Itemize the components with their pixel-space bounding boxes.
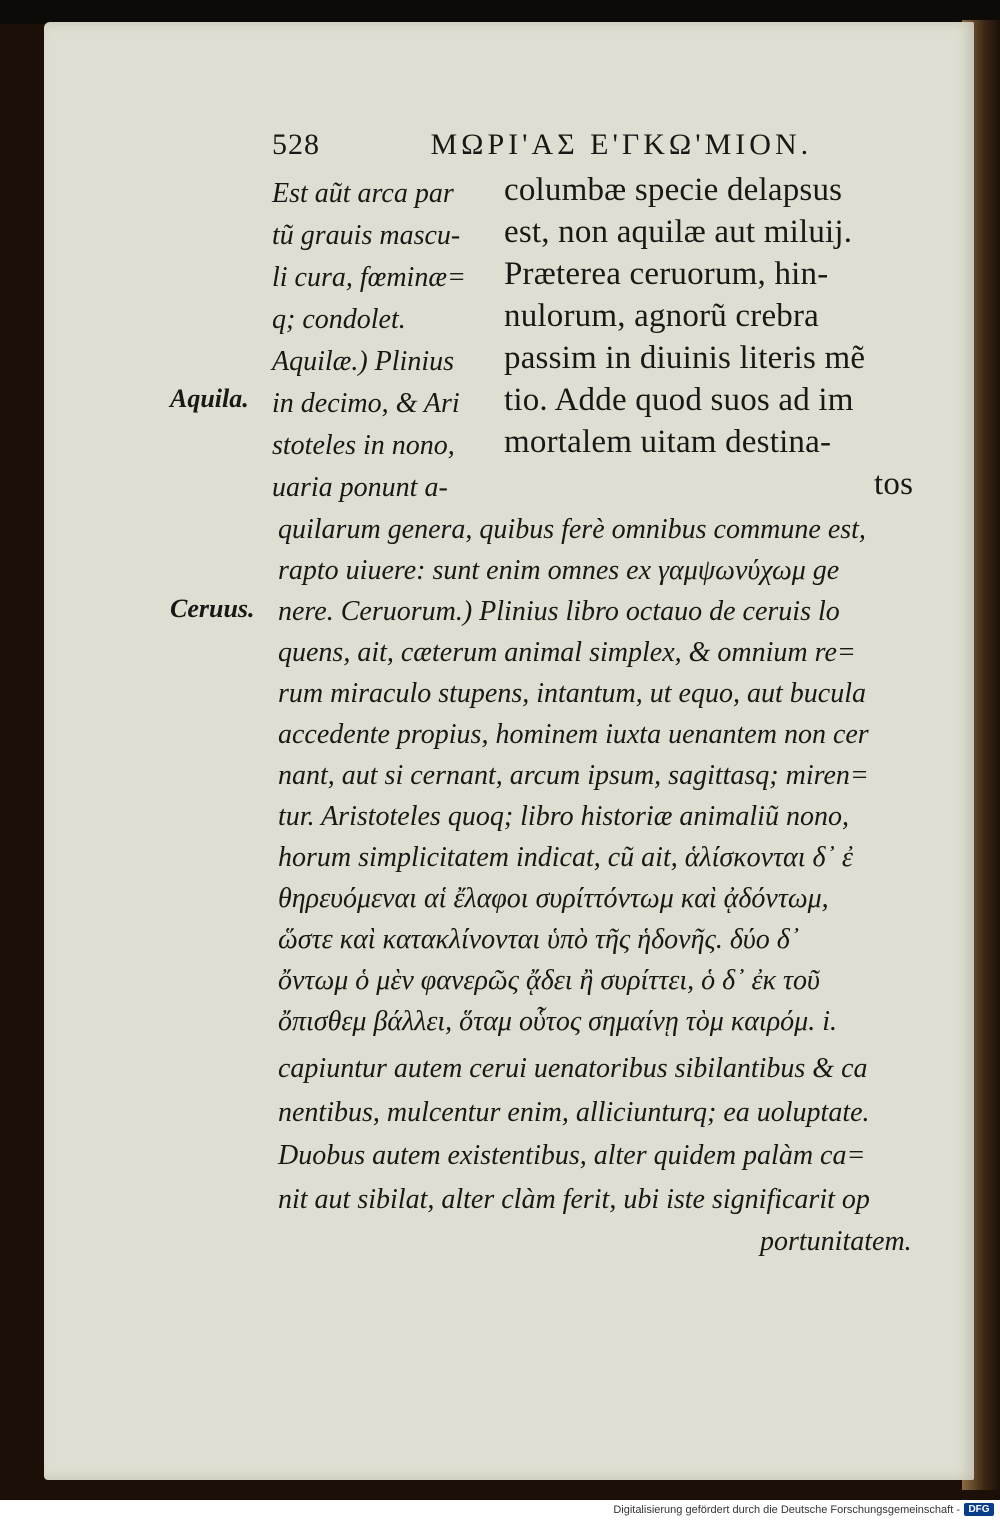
commentary-line-greek: θηρευόμεναι αἱ ἔλαφοι συρίττόντωμ καὶ ᾀδόντωμ, <box>278 883 829 914</box>
main-text-line: est, non aquilæ aut miluij. <box>504 214 853 250</box>
catchword: tos <box>874 466 914 502</box>
page-number: 528 <box>272 128 320 161</box>
dfg-logo: DFG <box>964 1503 994 1516</box>
digitization-footer <box>0 1500 1000 1520</box>
side-note-line: li cura, fœminæ= <box>272 262 466 293</box>
commentary-line-greek: ὥστε καὶ κατακλίνονται ὑπὸ τῆς ἡδονῆς. δύο δ᾽ <box>278 924 800 955</box>
commentary-line: capiuntur autem cerui uenatoribus sibilantibus & ca <box>278 1053 868 1084</box>
main-text-line: tio. Adde quod suos ad im <box>504 382 854 418</box>
side-note-line: Aquilæ.) Plinius <box>272 346 454 377</box>
final-catchword: portunitatem. <box>760 1226 912 1257</box>
side-note-line: uaria ponunt a- <box>272 472 448 503</box>
margin-keyword-ceruus: Ceruus. <box>170 594 255 623</box>
margin-keyword-aquila: Aquila. <box>170 384 249 413</box>
side-note-line: Est aũt arca par <box>272 178 454 209</box>
side-note-line: q; condolet. <box>272 304 406 335</box>
commentary-line: horum simplicitatem indicat, cũ ait, ἁλίσκονται δ᾽ ἐ <box>278 842 853 873</box>
main-text-line: columbæ specie delapsus <box>504 172 843 208</box>
commentary-line: nere. Ceruorum.) Plinius libro octauo de ceruis lo <box>278 596 840 627</box>
commentary-line: nant, aut si cernant, arcum ipsum, sagittasq; miren= <box>278 760 869 791</box>
commentary-line: tur. Aristoteles quoq; libro historiæ animaliũ nono, <box>278 801 849 832</box>
main-text-line: mortalem uitam destina- <box>504 424 832 460</box>
running-title: ΜΩΡΙ'ΑΣ Ε'ΓΚΩ'ΜΙΟΝ. <box>430 128 813 161</box>
commentary-line: quilarum genera, quibus ferè omnibus commune est, <box>278 514 866 545</box>
commentary-line-greek: ὄντωμ ὁ μὲν φανερῶς ᾄδει ἢ συρίττει, ὁ δ᾽ ἐκ τοῦ <box>278 965 820 996</box>
commentary-line: accedente propius, hominem iuxta uenantem non cer <box>278 719 869 750</box>
footer-credit: Digitalisierung gefördert durch die Deutsche Forschungsgemeinschaft - <box>613 1504 960 1516</box>
commentary-line-greek: ὄπισθεμ βάλλει, ὅταμ οὗτος σημαίνῃ τὸμ καιρόμ. i. <box>278 1006 837 1037</box>
scan-top-edge <box>0 0 1000 24</box>
main-text-line: Præterea ceruorum, hin- <box>504 256 829 292</box>
side-note-line: tũ grauis mascu- <box>272 220 461 251</box>
commentary-line: rum miraculo stupens, intantum, ut equo, aut bucula <box>278 678 866 709</box>
commentary-line: nit aut sibilat, alter clàm ferit, ubi iste significarit op <box>278 1184 870 1215</box>
commentary-line: nentibus, mulcentur enim, alliciunturq; ea uoluptate. <box>278 1097 870 1128</box>
side-note-line: stoteles in nono, <box>272 430 455 461</box>
main-text-line: passim in diuinis literis mẽ <box>504 340 866 376</box>
running-head <box>272 128 812 162</box>
side-note-line: in decimo, & Ari <box>272 388 460 419</box>
commentary-line: quens, ait, cæterum animal simplex, & omnium re= <box>278 637 856 668</box>
commentary-line: Duobus autem existentibus, alter quidem palàm ca= <box>278 1140 866 1171</box>
commentary-line: rapto uiuere: sunt enim omnes ex γαμψωνύχωμ ge <box>278 555 840 586</box>
main-text-line: nulorum, agnorũ crebra <box>504 298 820 334</box>
